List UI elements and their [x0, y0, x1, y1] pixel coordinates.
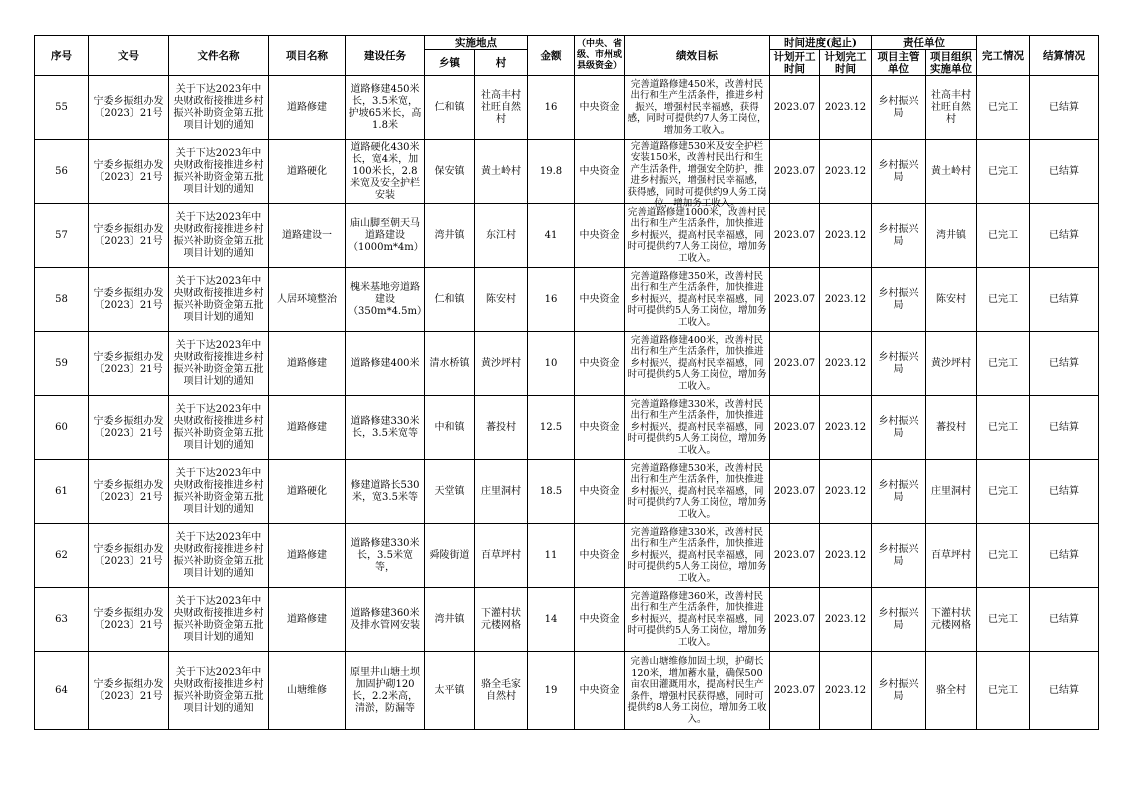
- header-project: 项目名称: [269, 36, 346, 76]
- cell-start: 2023.07: [770, 588, 820, 652]
- goal-text: 完善道路修建350米，改善村民出行和生产生活条件，加快推进乡村振兴，提高村民幸福感，同时可提供约5人务工岗位，增加务工收入。: [627, 270, 767, 328]
- cell-seq: 64: [35, 652, 89, 730]
- cell-project: 道路修建: [269, 396, 346, 460]
- header-dept: 项目主管单位: [872, 50, 926, 76]
- cell-village: 黄沙坪村: [475, 332, 528, 396]
- cell-village: 黄土岭村: [475, 140, 528, 204]
- cell-amount: 41: [528, 204, 575, 268]
- cell-dept: 乡村振兴局: [872, 332, 926, 396]
- table-row: [35, 524, 1099, 588]
- header-location: 实施地点: [425, 36, 528, 50]
- cell-town: 仁和镇: [425, 268, 475, 332]
- cell-town: 仁和镇: [425, 76, 475, 140]
- cell-task: 道路修建330米长，3.5米宽等，: [346, 524, 425, 588]
- cell-end: 2023.12: [820, 268, 872, 332]
- cell-village: 百草坪村: [475, 524, 528, 588]
- cell-doc-no: 宁委乡振组办发〔2023〕21号: [89, 396, 169, 460]
- cell-start: 2023.07: [770, 524, 820, 588]
- cell-amount: 19.8: [528, 140, 575, 204]
- cell-project: 道路修建: [269, 332, 346, 396]
- cell-end: 2023.12: [820, 588, 872, 652]
- cell-start: 2023.07: [770, 460, 820, 524]
- header-doc-no: 文号: [89, 36, 169, 76]
- cell-doc-no: 宁委乡振组办发〔2023〕21号: [89, 268, 169, 332]
- cell-fund: 中央资金: [575, 524, 625, 588]
- cell-settle: 已结算: [1030, 652, 1099, 730]
- goal-text: 完善道路修建530米及安全护栏安装150米，改善村民出行和生产生活条件，增强安全防护，推进乡村振兴，增强村民幸福感，获得感，同时可提供约9人务工岗位，增加务工收入。: [627, 140, 767, 209]
- cell-start: 2023.07: [770, 268, 820, 332]
- cell-doc-name: 关于下达2023年中央财政衔接推进乡村振兴补助资金第五批项目计划的通知: [169, 524, 269, 588]
- goal-text: 完善道路修建330米，改善村民出行和生产生活条件，加快推进乡村振兴，提高村民幸福感，同时可提供约5人务工岗位，增加务工收入。: [627, 398, 767, 456]
- cell-seq: 56: [35, 140, 89, 204]
- cell-village: 庄里洞村: [475, 460, 528, 524]
- cell-task: 道路修建450米长，3.5米宽，护坡65米长，高1.8米: [346, 76, 425, 140]
- cell-goal: [625, 652, 770, 730]
- goal-text: 完善山塘维修加固土坝，护砌长120米，增加蓄水量，确保500亩农田灌溉用水，提高村民生产条件，增强村民获得感，同时可提供约8人务工岗位，增加务工收入。: [627, 656, 767, 725]
- header-fund: （中央、省级、市州或县级资金）: [575, 36, 625, 76]
- cell-dept: 乡村振兴局: [872, 76, 926, 140]
- header-progress: 时间进度(起止): [770, 36, 872, 50]
- cell-org: 庄里洞村: [926, 460, 977, 524]
- cell-end: 2023.12: [820, 140, 872, 204]
- goal-text: 完善道路修建330米，改善村民出行和生产生活条件，加快推进乡村振兴，提高村民幸福感，同时可提供约5人务工岗位，增加务工收入。: [627, 526, 767, 584]
- cell-village: 东江村: [475, 204, 528, 268]
- cell-doc-name: 关于下达2023年中央财政衔接推进乡村振兴补助资金第五批项目计划的通知: [169, 76, 269, 140]
- cell-done: 已完工: [977, 204, 1030, 268]
- cell-task: 原里井山塘土坝加固护砌120长，2.2米高，清淤，防漏等: [346, 652, 425, 730]
- cell-village: 社高丰村社旺自然村: [475, 76, 528, 140]
- cell-project: 道路硬化: [269, 460, 346, 524]
- project-table: [34, 35, 1099, 730]
- header-town: 乡镇: [425, 50, 475, 76]
- header-start: 计划开工时间: [770, 50, 820, 76]
- cell-doc-name: 关于下达2023年中央财政衔接推进乡村振兴补助资金第五批项目计划的通知: [169, 332, 269, 396]
- cell-start: 2023.07: [770, 140, 820, 204]
- cell-town: 中和镇: [425, 396, 475, 460]
- cell-start: 2023.07: [770, 652, 820, 730]
- cell-org: 黄沙坪村: [926, 332, 977, 396]
- cell-project: 道路硬化: [269, 140, 346, 204]
- cell-start: 2023.07: [770, 332, 820, 396]
- table-body: [35, 76, 1099, 730]
- cell-village: 蕃投村: [475, 396, 528, 460]
- cell-settle: 已结算: [1030, 204, 1099, 268]
- cell-org: 湾井镇: [926, 204, 977, 268]
- cell-town: 舜陵街道: [425, 524, 475, 588]
- cell-end: 2023.12: [820, 524, 872, 588]
- cell-done: 已完工: [977, 460, 1030, 524]
- cell-seq: 61: [35, 460, 89, 524]
- cell-task: 道路修建330米长，3.5米宽等: [346, 396, 425, 460]
- header-settle: 结算情况: [1030, 36, 1099, 76]
- cell-done: 已完工: [977, 140, 1030, 204]
- goal-text: 完善道路修建360米，改善村民出行和生产生活条件，加快推进乡村振兴，提高村民幸福感，同时可提供约5人务工岗位，增加务工收入。: [627, 590, 767, 648]
- cell-task: 修建道路长530米，宽3.5米等: [346, 460, 425, 524]
- cell-settle: 已结算: [1030, 588, 1099, 652]
- cell-dept: 乡村振兴局: [872, 652, 926, 730]
- cell-goal: [625, 204, 770, 268]
- cell-doc-name: 关于下达2023年中央财政衔接推进乡村振兴补助资金第五批项目计划的通知: [169, 652, 269, 730]
- cell-project: 道路修建: [269, 76, 346, 140]
- cell-amount: 16: [528, 268, 575, 332]
- cell-goal: [625, 140, 770, 209]
- cell-org: 社高丰村社旺自然村: [926, 76, 977, 140]
- cell-fund: 中央资金: [575, 204, 625, 268]
- header-doc-name: 文件名称: [169, 36, 269, 76]
- cell-fund: 中央资金: [575, 76, 625, 140]
- cell-project: 道路建设一: [269, 204, 346, 268]
- table-row: [35, 652, 1099, 730]
- cell-amount: 18.5: [528, 460, 575, 524]
- cell-dept: 乡村振兴局: [872, 524, 926, 588]
- cell-goal: [625, 588, 770, 652]
- cell-settle: 已结算: [1030, 140, 1099, 204]
- cell-fund: 中央资金: [575, 460, 625, 524]
- cell-fund: 中央资金: [575, 268, 625, 332]
- cell-start: 2023.07: [770, 204, 820, 268]
- table-row: [35, 588, 1099, 652]
- cell-settle: 已结算: [1030, 396, 1099, 460]
- cell-fund: 中央资金: [575, 652, 625, 730]
- header-village: 村: [475, 50, 528, 76]
- cell-goal: [625, 332, 770, 396]
- table-row: [35, 460, 1099, 524]
- cell-amount: 11: [528, 524, 575, 588]
- cell-doc-no: 宁委乡振组办发〔2023〕21号: [89, 524, 169, 588]
- cell-seq: 60: [35, 396, 89, 460]
- cell-org: 黄土岭村: [926, 140, 977, 204]
- cell-task: 槐米基地旁道路建设（350m*4.5m）: [346, 268, 425, 332]
- cell-town: 太平镇: [425, 652, 475, 730]
- cell-village: 下灌村状元楼网格: [475, 588, 528, 652]
- cell-amount: 10: [528, 332, 575, 396]
- cell-goal: [625, 268, 770, 332]
- cell-doc-name: 关于下达2023年中央财政衔接推进乡村振兴补助资金第五批项目计划的通知: [169, 588, 269, 652]
- cell-seq: 57: [35, 204, 89, 268]
- cell-doc-name: 关于下达2023年中央财政衔接推进乡村振兴补助资金第五批项目计划的通知: [169, 460, 269, 524]
- cell-doc-no: 宁委乡振组办发〔2023〕21号: [89, 140, 169, 204]
- table-row: [35, 140, 1099, 204]
- cell-goal: [625, 460, 770, 524]
- cell-seq: 62: [35, 524, 89, 588]
- cell-end: 2023.12: [820, 460, 872, 524]
- cell-settle: 已结算: [1030, 268, 1099, 332]
- header-resp: 责任单位: [872, 36, 977, 50]
- cell-end: 2023.12: [820, 652, 872, 730]
- cell-fund: 中央资金: [575, 140, 625, 204]
- cell-town: 保安镇: [425, 140, 475, 204]
- cell-amount: 12.5: [528, 396, 575, 460]
- cell-end: 2023.12: [820, 396, 872, 460]
- cell-fund: 中央资金: [575, 332, 625, 396]
- goal-text: 完善道路修建530米，改善村民出行和生产生活条件，加快推进乡村振兴，提高村民幸福感，同时可提供约7人务工岗位，增加务工收入。: [627, 462, 767, 520]
- cell-town: 湾井镇: [425, 588, 475, 652]
- cell-doc-no: 宁委乡振组办发〔2023〕21号: [89, 332, 169, 396]
- cell-org: 陈安村: [926, 268, 977, 332]
- cell-done: 已完工: [977, 76, 1030, 140]
- cell-end: 2023.12: [820, 332, 872, 396]
- cell-org: 下灌村状元楼网格: [926, 588, 977, 652]
- cell-doc-no: 宁委乡振组办发〔2023〕21号: [89, 588, 169, 652]
- cell-project: 人居环境整治: [269, 268, 346, 332]
- cell-settle: 已结算: [1030, 332, 1099, 396]
- cell-org: 蕃投村: [926, 396, 977, 460]
- goal-text: 完善道路修建1000米，改善村民出行和生产生活条件，加快推进乡村振兴，提高村民幸福感，同时可提供约7人务工岗位，增加务工收入。: [627, 206, 767, 264]
- cell-doc-name: 关于下达2023年中央财政衔接推进乡村振兴补助资金第五批项目计划的通知: [169, 396, 269, 460]
- cell-dept: 乡村振兴局: [872, 204, 926, 268]
- cell-amount: 16: [528, 76, 575, 140]
- cell-amount: 19: [528, 652, 575, 730]
- cell-project: 道路修建: [269, 524, 346, 588]
- cell-start: 2023.07: [770, 396, 820, 460]
- cell-task: 道路修建360米及排水管网安装: [346, 588, 425, 652]
- cell-done: 已完工: [977, 524, 1030, 588]
- cell-seq: 58: [35, 268, 89, 332]
- cell-village: 陈安村: [475, 268, 528, 332]
- cell-seq: 59: [35, 332, 89, 396]
- goal-text: 完善道路修建450米，改善村民出行和生产生活条件，推进乡村振兴，增强村民幸福感，获得感，同时可提供约7人务工岗位，增加务工收入。: [627, 78, 767, 136]
- cell-start: 2023.07: [770, 76, 820, 140]
- cell-end: 2023.12: [820, 76, 872, 140]
- cell-village: 骆全毛家自然村: [475, 652, 528, 730]
- cell-dept: 乡村振兴局: [872, 460, 926, 524]
- table-row: [35, 268, 1099, 332]
- cell-end: 2023.12: [820, 204, 872, 268]
- cell-doc-no: 宁委乡振组办发〔2023〕21号: [89, 460, 169, 524]
- cell-doc-name: 关于下达2023年中央财政衔接推进乡村振兴补助资金第五批项目计划的通知: [169, 204, 269, 268]
- header-goal: 绩效目标: [625, 36, 770, 76]
- cell-org: 百草坪村: [926, 524, 977, 588]
- header-seq: 序号: [35, 36, 89, 76]
- cell-fund: 中央资金: [575, 588, 625, 652]
- cell-town: 清水桥镇: [425, 332, 475, 396]
- cell-dept: 乡村振兴局: [872, 396, 926, 460]
- cell-seq: 63: [35, 588, 89, 652]
- cell-dept: 乡村振兴局: [872, 268, 926, 332]
- table-row: [35, 396, 1099, 460]
- cell-project: 山塘维修: [269, 652, 346, 730]
- cell-done: 已完工: [977, 652, 1030, 730]
- cell-org: 骆全村: [926, 652, 977, 730]
- cell-done: 已完工: [977, 396, 1030, 460]
- cell-settle: 已结算: [1030, 460, 1099, 524]
- cell-done: 已完工: [977, 332, 1030, 396]
- cell-settle: 已结算: [1030, 76, 1099, 140]
- cell-settle: 已结算: [1030, 524, 1099, 588]
- cell-amount: 14: [528, 588, 575, 652]
- cell-dept: 乡村振兴局: [872, 588, 926, 652]
- cell-town: 天堂镇: [425, 460, 475, 524]
- cell-fund: 中央资金: [575, 396, 625, 460]
- header-amount: 金额: [528, 36, 575, 76]
- cell-doc-name: 关于下达2023年中央财政衔接推进乡村振兴补助资金第五批项目计划的通知: [169, 268, 269, 332]
- table-row: [35, 332, 1099, 396]
- cell-goal: [625, 524, 770, 588]
- header-done: 完工情况: [977, 36, 1030, 76]
- cell-doc-no: 宁委乡振组办发〔2023〕21号: [89, 652, 169, 730]
- cell-town: 湾井镇: [425, 204, 475, 268]
- cell-project: 道路修建: [269, 588, 346, 652]
- cell-goal: [625, 76, 770, 140]
- cell-doc-no: 宁委乡振组办发〔2023〕21号: [89, 204, 169, 268]
- cell-done: 已完工: [977, 268, 1030, 332]
- header-end: 计划完工时间: [820, 50, 872, 76]
- cell-task: 庙山脚至朝天马道路建设（1000m*4m）: [346, 204, 425, 268]
- cell-task: 道路修建400米: [346, 332, 425, 396]
- header-task: 建设任务: [346, 36, 425, 76]
- cell-doc-no: 宁委乡振组办发〔2023〕21号: [89, 76, 169, 140]
- table-row: [35, 204, 1099, 268]
- cell-done: 已完工: [977, 588, 1030, 652]
- table-row: [35, 76, 1099, 140]
- cell-doc-name: 关于下达2023年中央财政衔接推进乡村振兴补助资金第五批项目计划的通知: [169, 140, 269, 204]
- cell-seq: 55: [35, 76, 89, 140]
- cell-task: 道路硬化430米长，宽4米，加100米长，2.8米宽及安全护栏安装: [346, 140, 425, 204]
- cell-goal: [625, 396, 770, 460]
- header-org: 项目组织实施单位: [926, 50, 977, 76]
- cell-dept: 乡村振兴局: [872, 140, 926, 204]
- goal-text: 完善道路修建400米，改善村民出行和生产生活条件，加快推进乡村振兴，提高村民幸福感，同时可提供约5人务工岗位，增加务工收入。: [627, 334, 767, 392]
